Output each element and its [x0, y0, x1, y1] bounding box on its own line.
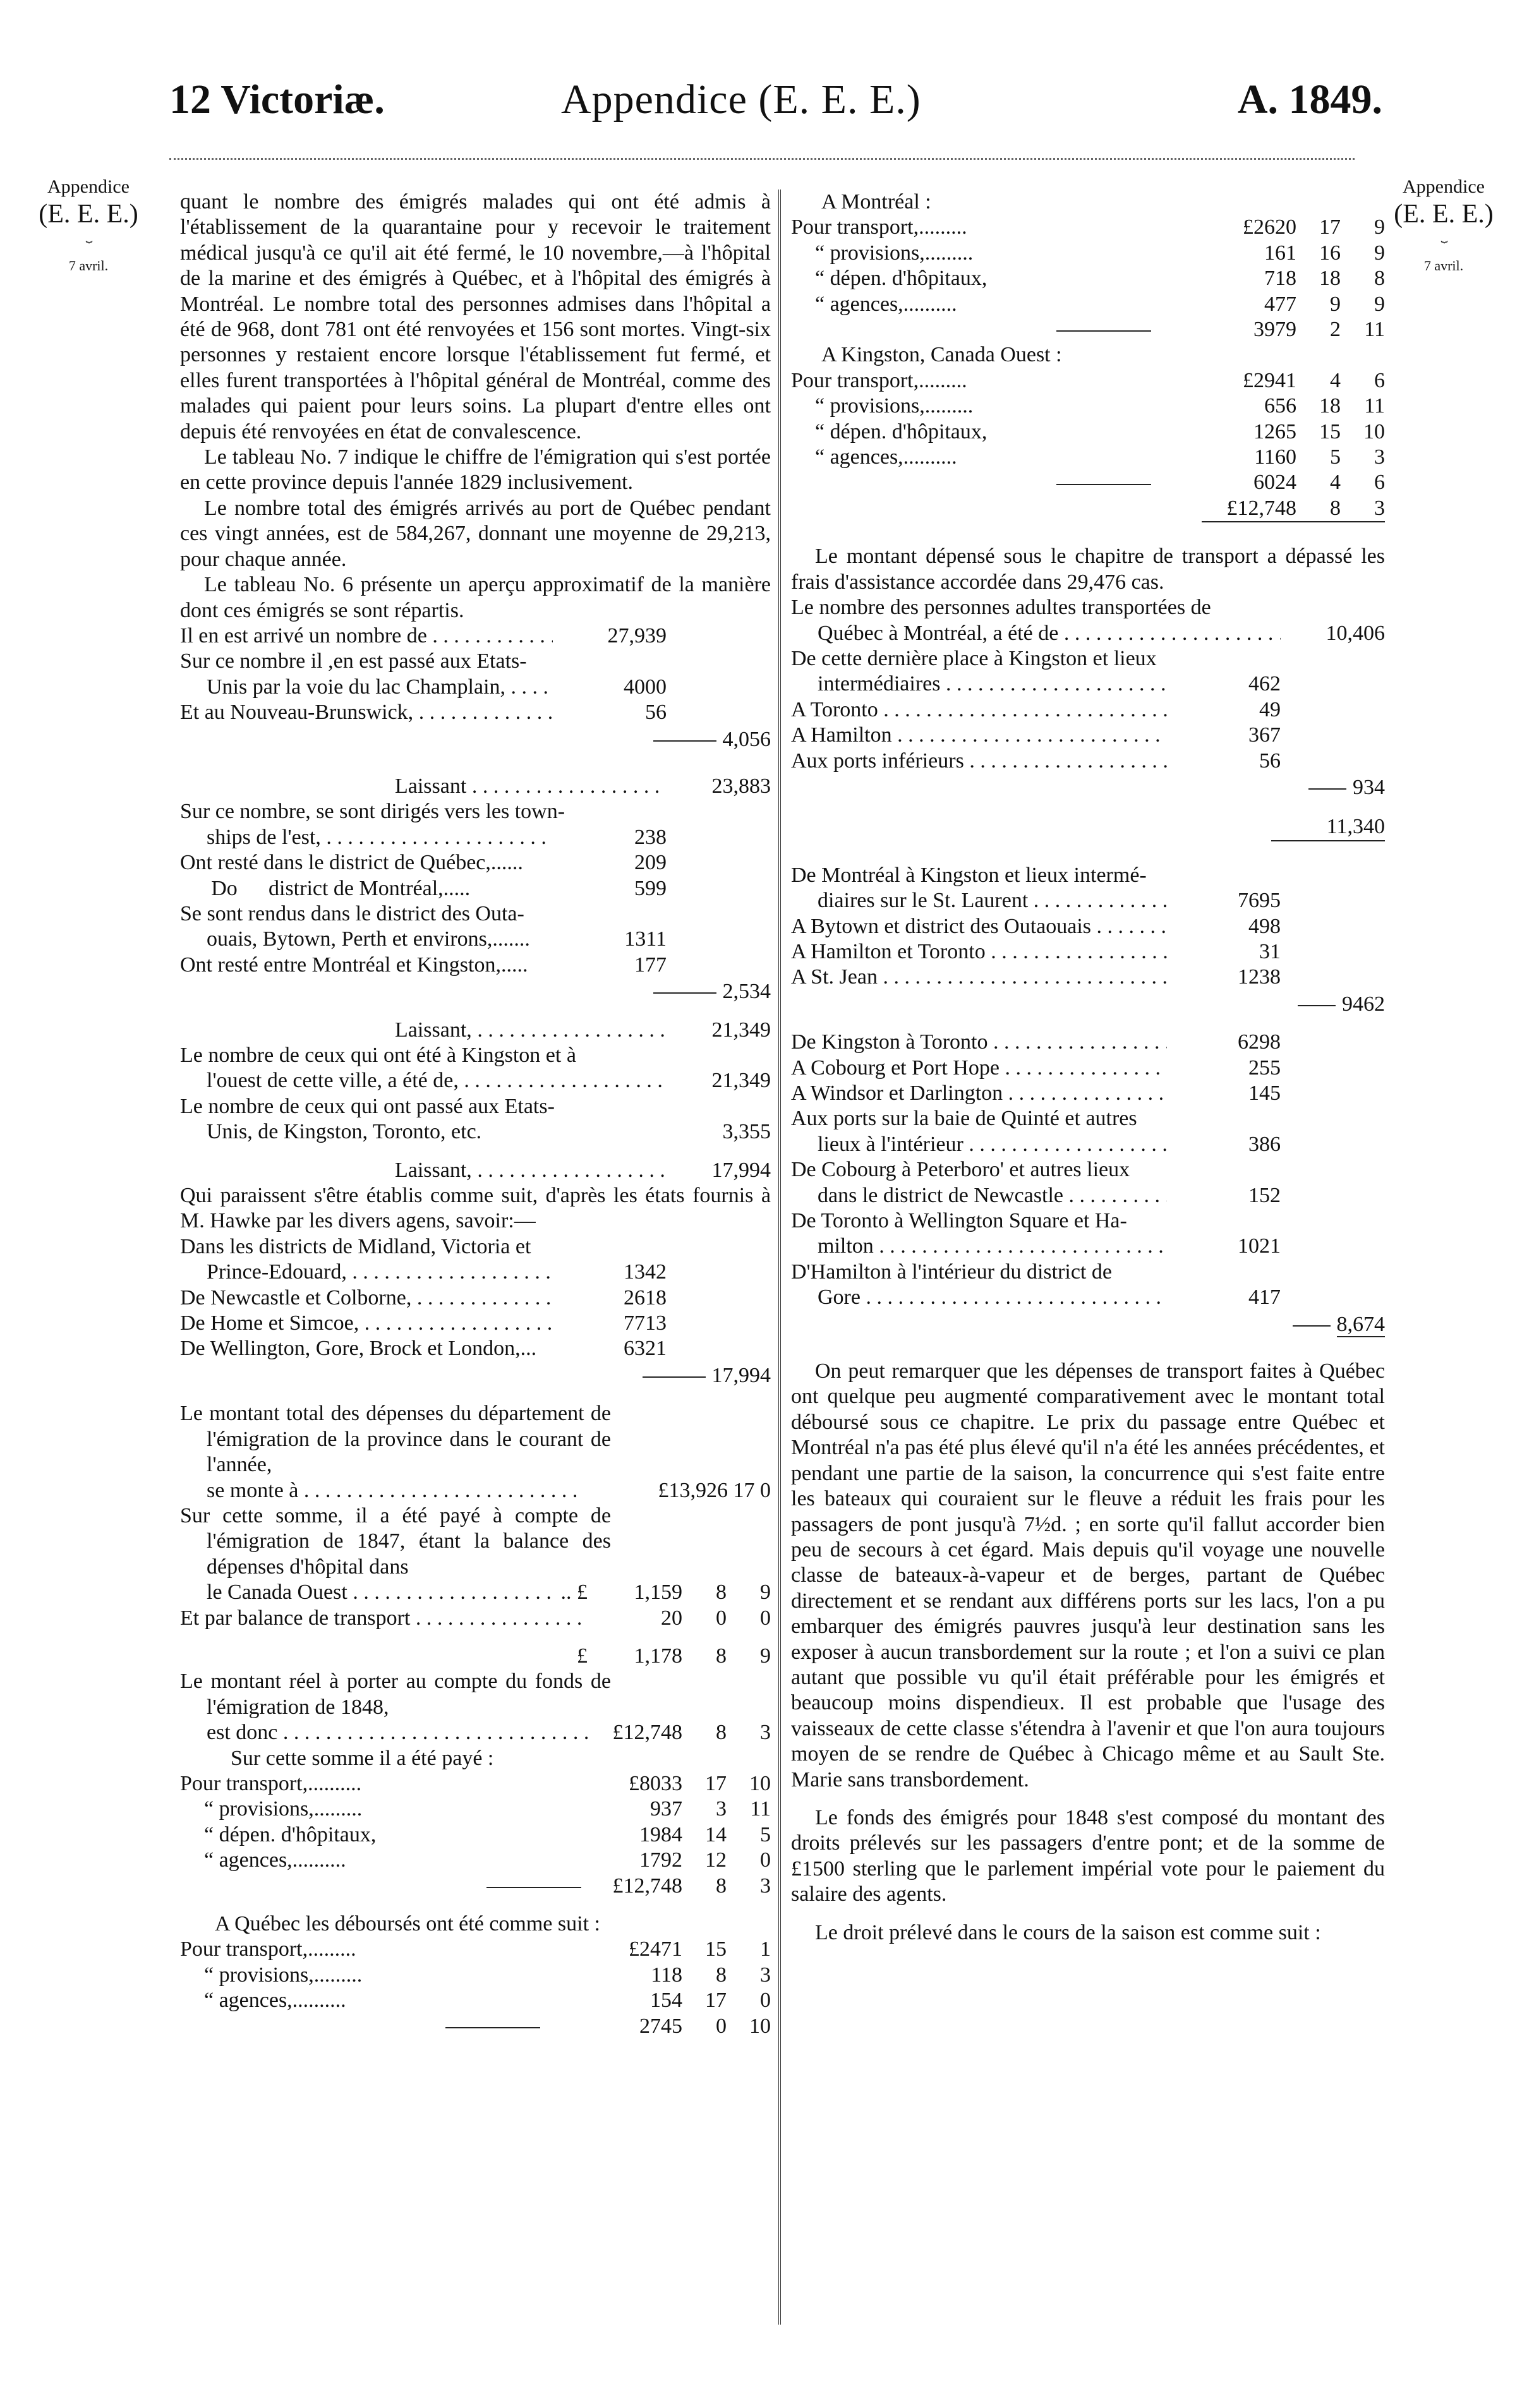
margin-date: 7 avril.: [1423, 257, 1464, 274]
tally-row: lieux à l'intérieur . . . 386: [791, 1132, 1385, 1157]
money-total: £ 1,178 8 9: [577, 1644, 771, 1668]
money-row: Et par balance de transport . . . 20 0 0: [180, 1606, 771, 1631]
money-row: se monte à . . . £13,926 17 0: [180, 1478, 771, 1503]
tally-row: Unis, de Kingston, Toronto, etc. 3,355: [207, 1120, 771, 1144]
tally-row: Gore . . . 417: [791, 1285, 1385, 1310]
tally-row: Il en est arrivé un nombre de . . . 27,939: [180, 623, 771, 649]
money-row: “ provisions,......... 118 8 3: [204, 1963, 771, 1987]
paragraph: Qui paraissent s'être établis comme suit, d'après les états fournis à M. Hawke par les divers agens, savoir:—: [180, 1184, 771, 1233]
tally-row: dans le district de Newcastle . . . 152: [791, 1183, 1385, 1208]
section-heading: A Kingston, Canada Ouest :: [821, 343, 1062, 367]
header-year: A. 1849.: [1237, 76, 1382, 123]
tally-row: Ont resté entre Montréal et Kingston,..... 177: [180, 953, 667, 977]
section-heading: A Montréal :: [821, 190, 931, 214]
tally-row: A Cobourg et Port Hope . . . 255: [791, 1056, 1385, 1081]
tally-row: ouais, Bytown, Perth et environs,....... 1311: [207, 927, 667, 951]
money-total: £12,748 8 3: [180, 1874, 771, 1899]
paragraph: Le droit prélevé dans le cours de la saison est comme suit :: [815, 1920, 1321, 1944]
money-row: “ dépen. d'hôpitaux, 1265 15 10: [815, 419, 1385, 443]
money-total: 3979 2 11: [791, 317, 1385, 342]
header-appendix: Appendice (E. E. E.): [561, 76, 921, 123]
margin-code: (E. E. E.): [39, 200, 138, 229]
paragraph: Le montant total des dépenses du département de l'émigration de la province dans le courant de l'année,: [180, 1402, 611, 1477]
tally-row: Aux ports inférieurs . . . 56: [791, 749, 1385, 774]
money-row: “ provisions,......... 161 16 9: [815, 241, 1385, 265]
paragraph: quant le nombre des émigrés malades qui ont été admis à l'établissement de la quarantaine pour y recevoir le traitement médical jusqu'à ce qu'il ait été fermé, le 10 novembre,—à l'hôpital de la marine et des émigrés à Québec, et à l'hôpital des émigrés à Montréal. Le nombre total des personnes admises dans l'hôpital a été de 968, dont 781 ont été renvoyées et 156 sont mortes. Vingt-six personnes y restaient encore lorsque l'établissement fut fermé, et elles furent transportées à l'hôpital général de Montréal, comme des malades qui paient pour leurs soins. La plupart d'entre elles ont depuis été renvoyées en état de convalescence.: [180, 190, 771, 443]
money-row: est donc . . . £12,748 8 3: [180, 1720, 771, 1745]
margin-brace: ⏟: [1440, 230, 1447, 243]
subtotal: 8,674: [791, 1311, 1385, 1337]
money-total: 6024 4 6: [791, 470, 1385, 495]
tally-text: Sur ce nombre, se sont dirigés vers les town-: [180, 800, 565, 824]
money-row: “ agences,.......... 154 17 0: [204, 1989, 771, 2013]
tally-row: A Hamilton et Toronto . . . 31: [791, 939, 1385, 965]
column-divider: [778, 190, 781, 2325]
tally-row: intermédiaires . . . 462: [791, 671, 1385, 697]
right-column: [791, 190, 1385, 1946]
tally-row: milton . . . 1021: [791, 1234, 1385, 1259]
grand-total: £12,748 8 3: [791, 496, 1385, 522]
tally-row: A Hamilton . . . 367: [791, 723, 1385, 748]
subtotal: 17,994: [180, 1362, 771, 1388]
tally-row: De Kingston à Toronto . . . 6298: [791, 1030, 1385, 1055]
paragraph: Le tableau No. 6 présente un aperçu approximatif de la manière dont ces émigrés se sont répartis.: [180, 573, 771, 622]
money-row: “ provisions,......... 656 18 11: [815, 394, 1385, 418]
tally-row: A Toronto . . . 49: [791, 697, 1385, 723]
paragraph: Le montant dépensé sous le chapitre de transport a dépassé les frais d'assistance accordée dans 29,476 cas.: [791, 545, 1385, 594]
left-column: [180, 190, 771, 2039]
tally-row: diaires sur le St. Laurent . . . 7695: [791, 888, 1385, 913]
section-heading: A Québec les déboursés ont été comme suit :: [215, 1912, 600, 1935]
margin-label: Appendice: [47, 176, 130, 197]
tally-text: D'Hamilton à l'intérieur du district de: [791, 1260, 1112, 1284]
money-total: 2745 0 10: [180, 2014, 771, 2039]
money-row: Pour transport,......... £2941 4 6: [791, 368, 1385, 392]
tally-row: l'ouest de cette ville, a été de, . . . 21,349: [180, 1068, 771, 1093]
tally-text: Le nombre des personnes adultes transportées de: [791, 596, 1211, 620]
tally-row: ships de l'est, . . . 238: [180, 825, 771, 850]
tally-row: Laissant, . . . 21,349: [180, 1018, 771, 1043]
tally-text: De Montréal à Kingston et lieux intermé-: [791, 863, 1147, 887]
paragraph: Le montant réel à porter au compte du fonds de l'émigration de 1848,: [180, 1670, 611, 1719]
paragraph: Sur cette somme, il a été payé à compte de l'émigration de 1847, étant la balance des dépenses d'hôpital dans: [180, 1503, 611, 1579]
paragraph: Le fonds des émigrés pour 1848 s'est composé du montant des droits prélevés sur les passagers d'entre pont; et de la somme de £1500 sterling que le parlement impérial vote pour le paiement du salaire des agents.: [791, 1805, 1385, 1906]
subtotal: 934: [791, 774, 1385, 800]
header-rule: [169, 158, 1355, 160]
tally-row: Do district de Montréal,..... 599: [211, 876, 667, 900]
money-row: “ provisions,......... 937 3 11: [204, 1797, 771, 1821]
tally-row: Unis par la voie du lac Champlain, . . . 4000: [180, 675, 771, 700]
tally-text: Sur cette somme il a été payé :: [231, 1746, 494, 1770]
tally-row: Laissant . . . 23,883: [180, 774, 771, 799]
tally-row: Prince-Edouard, . . . 1342: [180, 1260, 771, 1285]
tally-row: Et au Nouveau-Brunswick, . . . 56: [180, 700, 771, 725]
margin-code: (E. E. E.): [1394, 200, 1494, 229]
money-row: Pour transport,......... £2471 15 1: [180, 1937, 771, 1961]
tally-row: De Home et Simcoe, . . . 7713: [180, 1311, 771, 1336]
margin-note-right: [1377, 176, 1510, 274]
tally-text: Aux ports sur la baie de Quinté et autres: [791, 1107, 1137, 1131]
tally-text: Le nombre de ceux qui ont été à Kingston et à: [180, 1044, 576, 1067]
tally-text: De Cobourg à Peterboro' et autres lieux: [791, 1158, 1130, 1182]
margin-brace: ⏟: [85, 230, 92, 243]
tally-row: De Wellington, Gore, Brock et London,... 6321: [180, 1337, 667, 1361]
margin-label: Appendice: [1403, 176, 1485, 197]
tally-row: Québec à Montréal, a été de . . . 10,406: [791, 621, 1385, 646]
subtotal: 4,056: [180, 726, 771, 752]
money-row: “ dépen. d'hôpitaux, 718 18 8: [815, 267, 1385, 291]
tally-text: Le nombre de ceux qui ont passé aux Etats-: [180, 1094, 555, 1118]
money-row: le Canada Ouest . . . .. £ 1,159 8 9: [180, 1580, 771, 1605]
subtotal: 9462: [791, 990, 1385, 1017]
tally-row: A St. Jean . . . 1238: [791, 965, 1385, 990]
money-row: Pour transport,......... £2620 17 9: [791, 215, 1385, 239]
tally-row: A Bytown et district des Outaouais . . . 498: [791, 914, 1385, 939]
tally-row: A Windsor et Darlington . . . 145: [791, 1081, 1385, 1106]
header-volume: 12 Victoriæ.: [169, 76, 385, 123]
tally-text: Se sont rendus dans le district des Outa-: [180, 901, 524, 925]
paragraph: Le nombre total des émigrés arrivés au port de Québec pendant ces vingt années, est de 584,267, donnant une moyenne de 29,213, pour chaque année.: [180, 496, 771, 571]
money-row: Pour transport,.......... £8033 17 10: [180, 1771, 771, 1795]
tally-text: De cette dernière place à Kingston et lieux: [791, 646, 1157, 670]
paragraph: On peut remarquer que les dépenses de transport faites à Québec ont quelque peu augmenté comparativement avec le montant total déboursé sous ce chapitre. Le prix du passage entre Québec et Montréal n'a pas été plus élevé qu'il n'a été les années précédentes, et pendant une partie de la saison, la concurrence qui s'est faite entre les bateaux qui couraient sur le fleuve a réduit les frais pour les passagers de pont jusqu'à 7½d. ; en sorte qu'il fallut accorder bien peu de secours à cet égard. Mais depuis qu'il voyage une nouvelle classe de bateaux-à-vapeur et de berges, partant de Québec directement et se rendant aux différens ports sur les lacs, l'on a pu embarquer des émigrés pauvres jusqu'à leur destination sans les exposer à aucun transbordement sur la route ; et l'on a suivi ce plan autant que possible vu qu'il était préférable pour les émigrés et beaucoup moins dispendieux. Il est probable que l'usage des vaisseaux de cette classe s'étendra à l'avenir et que l'on aura toujours moyen de se rendre de Québec à Chicago même et au Sault Ste. Marie sans transbordement.: [791, 1359, 1385, 1791]
margin-note-left: [13, 176, 164, 274]
tally-row: Ont resté dans le district de Québec,...... 209: [180, 851, 667, 875]
subtotal: 2,534: [180, 978, 771, 1004]
page-header: [169, 76, 1382, 139]
money-row: “ agences,.......... 1160 5 3: [815, 445, 1385, 469]
money-row: “ dépen. d'hôpitaux, 1984 14 5: [204, 1822, 771, 1846]
tally-text: Dans les districts de Midland, Victoria et: [180, 1234, 531, 1258]
tally-text: Sur ce nombre il ,en est passé aux Etats-: [180, 649, 527, 673]
paragraph: Le tableau No. 7 indique le chiffre de l'émigration qui s'est portée en cette province depuis l'année 1829 inclusivement.: [180, 445, 771, 495]
tally-row: De Newcastle et Colborne, . . . 2618: [180, 1285, 771, 1311]
margin-date: 7 avril.: [68, 257, 109, 274]
money-row: “ agences,.......... 1792 12 0: [204, 1848, 771, 1872]
tally-row: Laissant, . . . 17,994: [180, 1158, 771, 1183]
subtotal: 11,340: [791, 813, 1385, 841]
money-row: “ agences,.......... 477 9 9: [815, 292, 1385, 316]
tally-text: De Toronto à Wellington Square et Ha-: [791, 1209, 1127, 1233]
